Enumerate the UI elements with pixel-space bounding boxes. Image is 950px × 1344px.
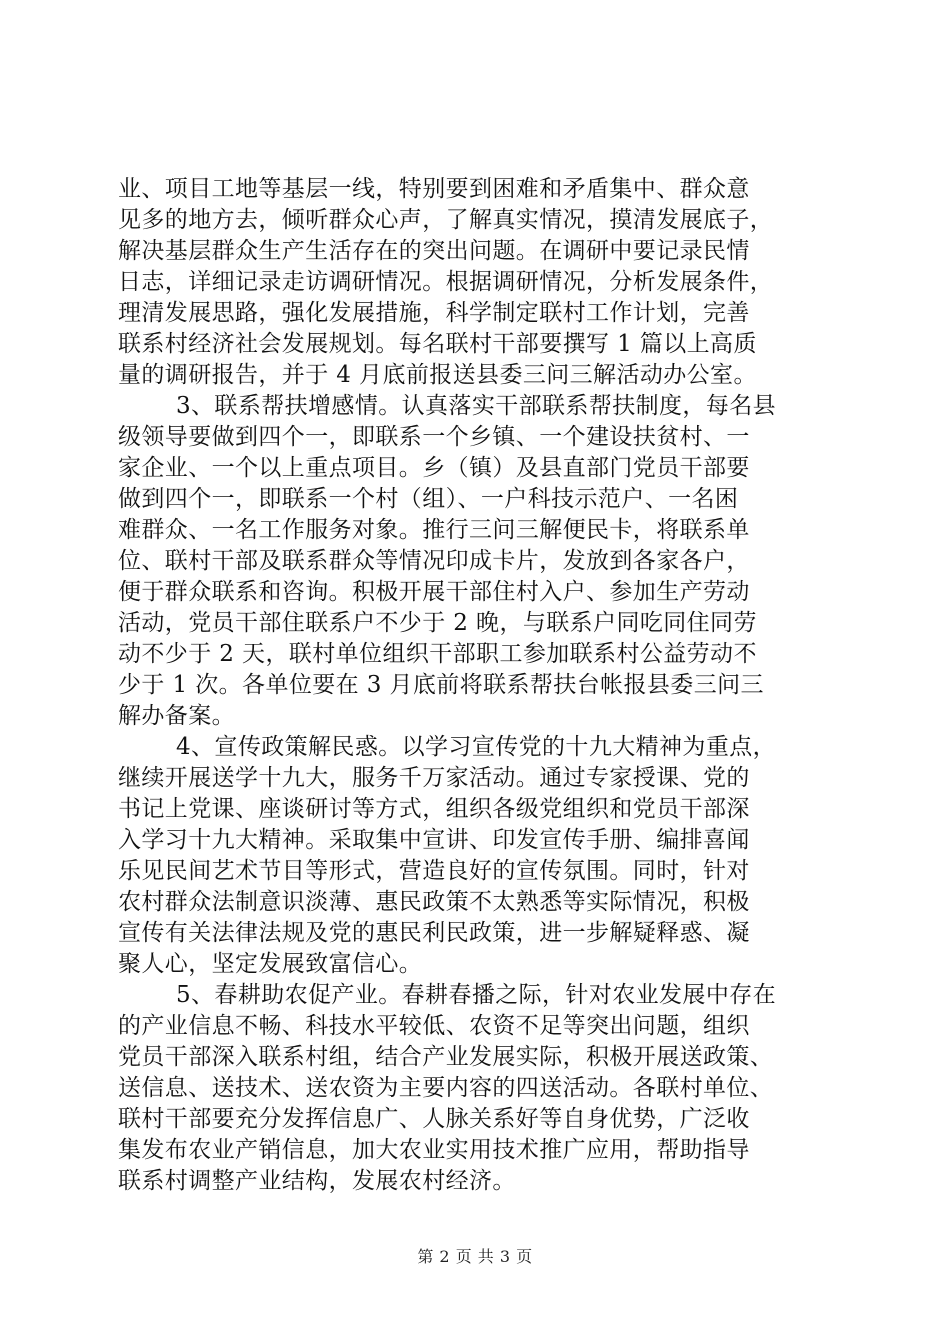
paragraph	[118, 391, 832, 732]
page-footer: 第 2 页 共 3 页	[417, 1247, 533, 1266]
text-line: 乐见民间艺术节目等形式，营造良好的宣传氛围。同时，针对	[118, 858, 750, 884]
paragraph	[118, 174, 832, 391]
text-line: 书记上党课、座谈研讨等方式，组织各级党组织和党员干部深	[118, 796, 750, 822]
text-line: 解办备案。	[118, 703, 235, 729]
text-line: 量的调研报告，并于 4 月底前报送县委三问三解活动办公室。	[118, 362, 757, 388]
text-line: 4、宣传政策解民惑。以学习宣传党的十九大精神为重点，	[176, 734, 777, 760]
text-line: 集发布农业产销信息，加大农业实用技术推广应用，帮助指导	[118, 1137, 750, 1163]
text-line: 宣传有关法律法规及党的惠民利民政策，进一步解疑释惑、凝	[118, 920, 750, 946]
text-line: 级领导要做到四个一，即联系一个乡镇、一个建设扶贫村、一	[118, 424, 750, 450]
text-line: 联村干部要充分发挥信息广、人脉关系好等自身优势，广泛收	[118, 1106, 750, 1132]
text-line: 见多的地方去，倾听群众心声，了解真实情况，摸清发展底子，	[118, 207, 774, 233]
text-line: 家企业、一个以上重点项目。乡（镇）及县直部门党员干部要	[118, 455, 750, 481]
text-line: 聚人心，坚定发展致富信心。	[118, 951, 423, 977]
text-line: 入学习十九大精神。采取集中宣讲、印发宣传手册、编排喜闻	[118, 827, 750, 853]
text-line: 3、联系帮扶增感情。认真落实干部联系帮扶制度，每名县	[176, 393, 777, 419]
text-line: 5、春耕助农促产业。春耕春播之际，针对农业发展中存在	[176, 982, 777, 1008]
text-line: 业、项目工地等基层一线，特别要到困难和矛盾集中、群众意	[118, 176, 750, 202]
text-line: 少于 1 次。各单位要在 3 月底前将联系帮扶台帐报县委三问三	[118, 672, 764, 698]
text-line: 难群众、一名工作服务对象。推行三问三解便民卡，将联系单	[118, 517, 750, 543]
text-line: 位、联村干部及联系群众等情况印成卡片，发放到各家各户，	[118, 548, 750, 574]
text-line: 继续开展送学十九大，服务千万家活动。通过专家授课、党的	[118, 765, 750, 791]
paragraph	[118, 980, 832, 1197]
text-line: 送信息、送技术、送农资为主要内容的四送活动。各联村单位、	[118, 1075, 774, 1101]
text-line: 解决基层群众生产生活存在的突出问题。在调研中要记录民情	[118, 238, 750, 264]
text-line: 便于群众联系和咨询。积极开展干部住村入户、参加生产劳动	[118, 579, 750, 605]
text-line: 农村群众法制意识淡薄、惠民政策不太熟悉等实际情况，积极	[118, 889, 750, 915]
text-line: 做到四个一，即联系一个村（组）、一户科技示范户、一名困	[118, 486, 739, 512]
text-line: 联系村调整产业结构，发展农村经济。	[118, 1168, 516, 1194]
paragraph	[118, 732, 832, 980]
body-text	[118, 174, 832, 1197]
text-line: 理清发展思路，强化发展措施，科学制定联村工作计划，完善	[118, 300, 750, 326]
text-line: 联系村经济社会发展规划。每名联村干部要撰写 1 篇以上高质	[118, 331, 757, 357]
text-line: 日志，详细记录走访调研情况。根据调研情况，分析发展条件，	[118, 269, 774, 295]
text-line: 党员干部深入联系村组，结合产业发展实际，积极开展送政策、	[118, 1044, 774, 1070]
text-line: 的产业信息不畅、科技水平较低、农资不足等突出问题，组织	[118, 1013, 750, 1039]
text-line: 活动，党员干部住联系户不少于 2 晚，与联系户同吃同住同劳	[118, 610, 757, 636]
text-line: 动不少于 2 天，联村单位组织干部职工参加联系村公益劳动不	[118, 641, 757, 667]
